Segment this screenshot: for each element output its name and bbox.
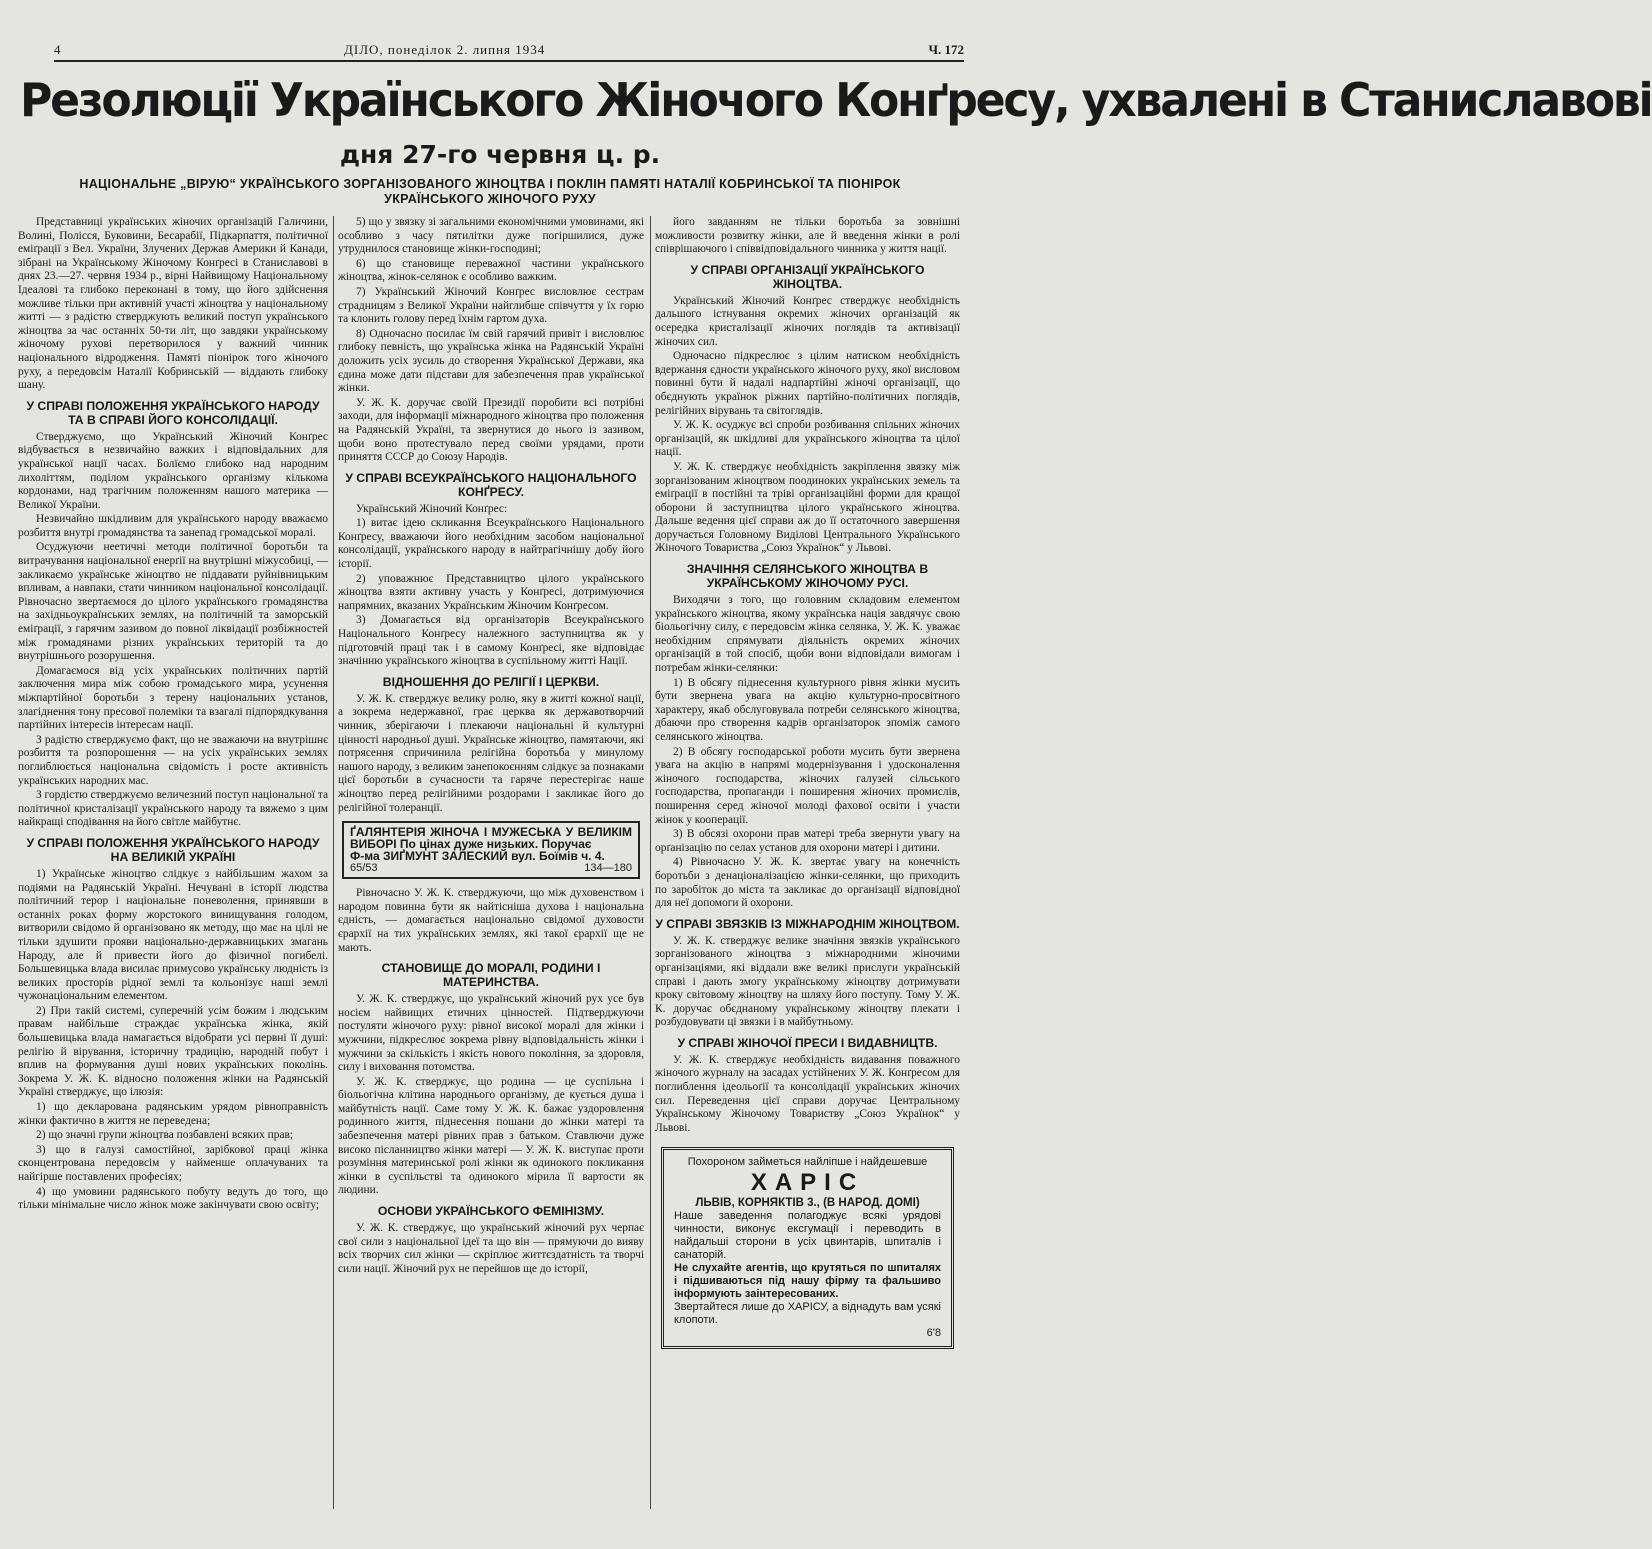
paragraph: Домагаємося від усіх українських політичних партій заключення мира між собою громадського мира, усунення міжпартійної боротьби з терену національних установ, злагіднення тону пресової полеміки та взагалі підпорядкування партійних інтересів інтересам нації. bbox=[18, 664, 328, 732]
subheadline: дня 27-го червня ц. р. bbox=[339, 140, 661, 169]
ad-top-line: Похороном займеться найліпше і найдешевше bbox=[687, 1156, 928, 1169]
paragraph: У. Ж. К. стверджує, що родина — це суспільна і біольогічна клітина народнього організму, де кується душа і майбутність нації. Саме тому У. Ж. К. бажає уздоровлення родинного життя, піднесення пошани до жінки матері та забезпечення матері рівних прав з батьком. Ставлючи дуже високо післанництво жінки матері — У. Ж. К. виступає проти розуміння материнської ролі жінки як одинокого покликання жінки в суспільстві та одинокого мірила її вартости як людини. bbox=[338, 1075, 644, 1197]
section-heading: ВІДНОШЕННЯ ДО РЕЛІГІЇ І ЦЕРКВИ. bbox=[382, 674, 600, 689]
paragraph: У. Ж. К. стверджує необхідність видавання поважного жіночого журналу на засадах устійнених У. Ж. Конґресом для поглиблення ідеольоґії та консолідації українських жіночих сил. Переведення цієї справи доручає Центральному Українському Жіночому Товариству „Союз Українок“ у Львові. bbox=[655, 1053, 960, 1134]
ad-code: 65/53 bbox=[350, 862, 378, 875]
header-rule bbox=[54, 60, 964, 62]
column-divider bbox=[650, 216, 651, 1509]
paragraph: З гордістю стверджуємо величезний поступ національної та політичної кристалізації українського народу та вяжемо з цим найкращі сподівання на його світле майбутнє. bbox=[18, 789, 328, 829]
paragraph: 6) що становище переважної частини українського жіноцтва, жінок-селянок є особливо важким. bbox=[338, 257, 644, 284]
page-header bbox=[54, 38, 964, 60]
paragraph: 2) В обсягу господарської роботи мусить бути звернена увага на акцію в напрямі модернізування і удосконалення жіночого господарства, жіночих галузей сільського господарства, пропаганди і поширення жіночих промислів, поширення серед жіночої молоді фахової освіти і участи жінок у кооперації. bbox=[655, 745, 960, 826]
section-heading: У СПРАВІ ПОЛОЖЕННЯ УКРАЇНСЬКОГО НАРОДУ НА ВЕЛИКІЙ УКРАЇНІ bbox=[26, 835, 320, 864]
paragraph: Осуджуючи неетичні методи політичної боротьби та витрачування національної енерґії на внутрішні міжусобиці, — закликаємо українське жіноцтво не піддавати руйнівницьким впливам, а навпаки, стати чинником національної консолідації. Рівночасно звертаємося до цілого українського громадянства на західньоукраїнських землях, на політичній та заморській еміґрації, з гарячим зазивом до повної ліквідації розбіжностей між громадянами різних українських територій та до внутрішнього розорушення. bbox=[18, 541, 328, 663]
paragraph: 2) що значні групи жіноцтва позбавлені всяких прав; bbox=[36, 1129, 294, 1142]
section-heading: У СПРАВІ ВСЕУКРАЇНСЬКОГО НАЦІОНАЛЬНОГО КОНҐРЕСУ. bbox=[345, 470, 637, 499]
paragraph: 4) Рівночасно У. Ж. К. звертає увагу на конечність боротьби з денаціоналізацією жінки-селянки, що приходить по заробіток до міста та закликає до організації відповідної для неї допомоги й охорони. bbox=[655, 856, 960, 910]
paragraph: 1) що декларована радянським урядом рівноправність жінки фактично в життя не переведена; bbox=[18, 1101, 328, 1127]
headline: Резолюції Українського Жіночого Конґресу, ухвалені в Станиславові bbox=[20, 73, 1652, 127]
section-heading: У СПРАВІ ОРГАНІЗАЦІЇ УКРАЇНСЬКОГО ЖІНОЦТВА. bbox=[690, 262, 925, 291]
paragraph: 3) Домагається від організаторів Всеукраїнського Національного Конґресу належного заступництва як у підготовчій праці так і в самому Конґресі, яке відповідає значінню українського жіноцтва в суспільному житті Нації. bbox=[338, 614, 644, 668]
paragraph: 3) В обсязі охорони прав матері треба звернути увагу на орґанізацію по селах установ для охорони матері і дитини. bbox=[655, 828, 960, 854]
paragraph: 2) уповажнює Представництво цілого українського жіноцтва взяти активну участь у Конґресі, дотримуючися напрямних, вказаних Українським Жіночим Конґресом. bbox=[338, 572, 644, 612]
paragraph: У. Ж. К. стверджує, що український жіночий рух черпає свої сили з національної ідеї та що він — прямуючи до вияву всіх творчих сил жінки — скріплює життєздатність та творчі сили нації. Жіночий рух не перейшов ще до історії, bbox=[338, 1222, 644, 1275]
ad-body: Звертайтеся лише до ХАРІСУ, а віднадуть вам усякі клопоти. bbox=[674, 1301, 941, 1327]
section-heading: ЗНАЧІННЯ СЕЛЯНСЬКОГО ЖІНОЦТВА В УКРАЇНСЬКОМУ ЖІНОЧОМУ РУСІ. bbox=[686, 562, 929, 591]
paragraph: 8) Одночасно посилає їм свій гарячий привіт і висловлює глибоку певність, що українська жінка на Радянській Україні доложить усіх зусиль до створення Української Держави, яка єдина може дати підстави для забезпечення прав української жінки. bbox=[338, 327, 644, 395]
paragraph: У. Ж. К. стверджує, що український жіночий рух усе був носієм найвищих етичних цінностей. Підтверджуючи постуляти жіночого руху: рівної високої моралі для жінки і мужчини, підкреслює зокрема рівну відповідальність жінки і мужчини за скількість і якість нового покоління, за здоровля, силу і виховання потомства. bbox=[338, 993, 644, 1074]
paragraph: У. Ж. К. стверджує необхідність закріплення звязку між зорганізованим жіноцтвом поодиноких українських земель та еміґрації в постійні та тріві організаційні форми для кращої оборони й заступництва цілого українського жіноцтва. Дальше ведення цієї справи аж до її остаточного завершення доручається Головному Виділові Центрального Українського Жіночого Товариства „Союз Українок“ у Львові. bbox=[655, 460, 960, 555]
paragraph: Незвичайно шкідливим для українського народу вважаємо розбиття внутрі громадянства та занепад громадської моралі. bbox=[18, 513, 328, 539]
paragraph: 1) витає ідею скликання Всеукраїнського Національного Конґресу, вважаючи його необхідним засобом національної консолідації, українського народу в найтрагічнішу добу його історії. bbox=[338, 517, 644, 571]
section-heading: У СПРАВІ ЗВЯЗКІВ ІЗ МІЖНАРОДНІМ ЖІНОЦТВОМ. bbox=[655, 916, 960, 931]
deck: НАЦІОНАЛЬНЕ „ВІРУЮ“ УКРАЇНСЬКОГО ЗОРГАНІЗОВАНОГО ЖІНОЦТВА І ПОКЛІН ПАМЯТІ НАТАЛІЇ КОБРИНСЬКОЇ ТА ПІОНІРОК УКРАЇНСЬКОГО ЖІНОЧОГО РУХУ bbox=[79, 177, 901, 206]
column-2 bbox=[338, 216, 644, 1277]
paragraph: Український Жіночий Конґрес: bbox=[356, 502, 508, 515]
advertisement-galanteria bbox=[342, 821, 640, 879]
paragraph: 1) В обсягу піднесення культурного рівня жінки мусить бути звернена увага на акцію культурно-просвітного характеру, якаб обслуговувала потреби селянського жіноцтва, дбаючи про створення кадрів організаторок зпоміж самого селянського жіноцтва. bbox=[655, 676, 960, 743]
masthead-dateline: ДІЛО, понеділок 2. липня 1934 bbox=[344, 42, 546, 57]
advertisement-kharis bbox=[661, 1147, 954, 1349]
paragraph: 5) що у звязку зі загальними економічними умовинами, які особливо з часу пятилітки дуже погіршилися, дуже утруднилося становище жінки-господині; bbox=[338, 216, 644, 256]
paragraph: 1) Українське жіноцтво слідкує з найбільшим жахом за подіями на Радянській Україні. Нечувані в історії людства політичний терор і національне поневолення, принявши в останніх роках форму жорстокого винищування голодом, витворили свідомо й організовано як методу, що має на цілі не тільки здушити прояви національно-державницьких змагань Народу, але й привести його до фізичної погибелі. Большевицька влада висилає примусово українську людність із великих просторів рідної землі та кольонізує наші землі чужонаціональним елементом. bbox=[18, 867, 328, 1003]
ad-brand: ХАРІС bbox=[750, 1169, 865, 1197]
paragraph: 4) що умовини радянського побуту ведуть до того, що тільки мінімальне число жінок може закінчувати свою освіту; bbox=[18, 1185, 328, 1212]
paragraph: Рівночасно У. Ж. К. стверджуючи, що між духовенством і народом повинна бути як найтісніша духова і національна єдність, — домагається національно свідомої духовости єрархії на тих українських землях, які такої єрархії ще не мають. bbox=[338, 887, 644, 954]
ad-line: ҐАЛЯНТЕРІЯ ЖІНОЧА І МУЖЕСЬКА У ВЕЛИКІМ ВИБОРІ По цінах дуже низьких. Поручає bbox=[350, 825, 632, 852]
ad-body: Не слухайте агентів, що крутяться по шпиталях і підшиваються під нашу фірму та фальшиво інформують заінтересованих. bbox=[674, 1262, 941, 1301]
page-number: 4 bbox=[54, 42, 61, 57]
paragraph: 7) Український Жіночий Конґрес висловлює сестрам страдницям з Великої України найглибше співчуття у їх горю та клонить голову перед їхнім гартом духа. bbox=[338, 285, 644, 326]
paragraph: Представниці українських жіночих організацій Галичини, Волині, Полісся, Буковини, Бесарабії, Підкарпаття, політичної еміґрації з Вел. України, Злучених Держав Америки й Канади, зібрані на Українському Жіночому Конґресі в Станиславові в днях 23.—27. червня 1934 р., вірні Найвищому Національному Ідеалові та глибоко переконані в тому, що його здійснення можливе тільки при активній участі жіноцтва у національному житті — з радістю стверджують великий поступ українського жіноцтва за час останніх 50-ти літ, що завдяки українському жіночому рухові перетворилося у важний чинник національного відродження. Памяті піонірок того жіночого руху, а передовсім Наталії Кобринській — віддають глибоку шану. bbox=[18, 216, 328, 392]
paragraph: Одночасно підкреслює з цілим натиском необхідність вдержання єдности українського жіночого руху, якої висловом повинні бути й надалі надпартійні жіночі організації, що обєднують українок ріжних партійно-політичних поглядів, релігійних вірувань та світоглядів. bbox=[655, 350, 960, 417]
column-3 bbox=[655, 216, 960, 1349]
column-1 bbox=[18, 216, 328, 1214]
column-divider bbox=[333, 216, 334, 1509]
paragraph: Виходячи з того, що головним складовим елементом українського жіноцтва, якому українська нація завдячує свою біольогічну силу, є передовсім жінка селянка, У. Ж. К. уважає необхідним спрямувати діяльність окремих жіночих організацій в той спосіб, щоби вони відповідали вимогам і потребам жінки-селянки: bbox=[655, 594, 960, 675]
paragraph: У. Ж. К. стверджує велике значіння звязків українського зорганізованого жіноцтва з міжнародними жіночими організаціями, які віддали вже великі прислуги українській справі і дають змогу українському жіноцтву дотримувати кроку світовому жіноцтву на шляху його поступу. Тому У. Ж. К. доручає обєднаному українському жіноцтву плекати і розбудовувати ці звязки і в майбутньому. bbox=[655, 934, 960, 1029]
ad-line: Ф-ма ЗИҐМУНТ ЗАЛЕСКИЙ вул. Боїмів ч. 4. bbox=[350, 849, 605, 864]
paragraph: 2) При такій системі, суперечній усім божим і людським правам найбільше страждає українська жінка, якій большевицька влада намагається відобрати усі первні її душі: релігію й вірування, історичну традицію, народній побут і вплив на формування душі нових українських поколінь. Зокрема У. Ж. К. відносно положення жінки на Радянській Україні стверджує, що ілюзія: bbox=[18, 1004, 328, 1099]
ad-code: 6'8 bbox=[926, 1327, 941, 1340]
ad-body: Наше заведення полагоджує всякі урядові чинности, виконує ексгумації і переводить в найдальші сторони в усіх цвинтарів, шпиталів і санаторій. bbox=[674, 1210, 941, 1262]
section-heading: ОСНОВИ УКРАЇНСЬКОГО ФЕМІНІЗМУ. bbox=[377, 1204, 605, 1219]
paragraph: У. Ж. К. доручає своїй Президії поробити всі потрібні заходи, для інформації міжнародного жіноцтва про положення на Радянській Україні, та звернутися до нього із зазивом, щоби воно протестувало перед своїми урядами, проти приняття СССР до Союзу Народів. bbox=[338, 396, 644, 464]
section-heading: У СПРАВІ ПОЛОЖЕННЯ УКРАЇНСЬКОГО НАРОДУ ТА В СПРАВІ ЙОГО КОНСОЛІДАЦІЇ. bbox=[26, 398, 320, 427]
ad-code: 134—180 bbox=[584, 862, 632, 875]
section-heading: У СПРАВІ ЖІНОЧОЇ ПРЕСИ І ВИДАВНИЦТВ. bbox=[677, 1035, 938, 1050]
section-heading: СТАНОВИЩЕ ДО МОРАЛІ, РОДИНИ І МАТЕРИНСТВА. bbox=[381, 961, 601, 990]
paragraph: 3) що в галузі самостійної, зарібкової праці жінка сконцентрована передовсім у найменше оплачуваних та найгірше поставлених професіях; bbox=[18, 1143, 328, 1183]
paragraph: У. Ж. К. стверджує велику ролю, яку в житті кожної нації, а зокрема недержавної, грає церква як державотворчий чинник, зберігаючи і плекаючи національні й культурні цінності народньої душі. Українське жіноцтво, памятаючи, які потрясення спричинила релігійна боротьба у минулому нашого народу, з великим занепокоєнням слідкує за познаками цієї боротьби в сучасности та гаряче перестерігає наше жіноцтво перед релігійними роздорами і закликає його до релігійної толеранції. bbox=[338, 692, 644, 814]
paragraph: його завданням не тільки боротьба за зовнішні можливости розвитку жінки, але й введення жінки в ролі співрішаючого і співвідповідального чинника у життя нації. bbox=[655, 216, 960, 256]
paragraph: Стверджуємо, що Український Жіночий Конґрес відбувається в незвичайно важких і відповідальних для української нації часах. Болїємо глибоко над народним лихоліттям, поділом українського організму кількома кордонами, над трагічним положенням нашого материка — Великої України. bbox=[18, 430, 328, 511]
issue-number: Ч. 172 bbox=[928, 42, 964, 57]
paragraph: Український Жіночий Конґрес стверджує необхідність дальшого істнування окремих жіночих організацій як осередка кристалізації жіночих поглядів та активізації жіночих сил. bbox=[655, 294, 960, 348]
paragraph: З радістю стверджуємо факт, що не зважаючи на внутрішнє розбиття та розпорошення — на усіх українських землях поглиблюється національна свідомість і росте активність українських народних мас. bbox=[18, 733, 328, 787]
paragraph: У. Ж. К. осуджує всі спроби розбивання спільних жіночих організацій, як шкідливі для українського жіноцтва та цілої нації. bbox=[655, 419, 960, 459]
ad-address: ЛЬВІВ, КОРНЯКТІВ 3., (В НАРОД. ДОМІ) bbox=[695, 1197, 920, 1210]
